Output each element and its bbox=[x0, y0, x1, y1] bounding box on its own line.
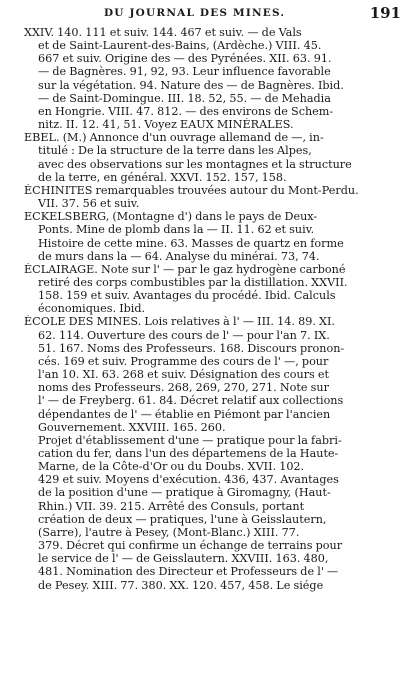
text-line: noms des Professeurs. 268, 269, 270, 271. Note sur bbox=[38, 381, 329, 395]
text-line: cation du fer, dans l'un des départemens de la Haute- bbox=[38, 447, 339, 460]
text-line: le service de l' — de Geisslautern. XXVIII. 163. 480, bbox=[38, 552, 329, 566]
text-line: — de Saint-Domingue. III. 18. 52, 55. — de Mehadia bbox=[38, 91, 331, 105]
text-line: VII. 37. 56 et suiv. bbox=[38, 197, 140, 211]
text-line: 667 et suiv. Origine des — des Pyrénées. XII. 63. 91. bbox=[38, 52, 332, 66]
text-line: 379. Décret qui confirme un échange de terrains pour bbox=[38, 539, 343, 553]
text-line: retiré des corps combustibles par la distillation. XXVII. bbox=[38, 275, 348, 289]
text-line: Marne, de la Côte-d'Or ou du Doubs. XVII. 102. bbox=[38, 460, 305, 474]
text-line: de la terre, en général. XXVI. 152. 157, 158. bbox=[38, 170, 287, 184]
text-line: (Sarre), l'autre à Pesey, (Mont-Blanc.) XIII. 77. bbox=[38, 525, 300, 539]
index-entries bbox=[24, 26, 407, 592]
text-line: l' — de Freyberg. 61. 84. Décret relatif aux collections bbox=[38, 394, 344, 408]
text-line: et de Saint-Laurent-des-Bains, (Ardèche.) VIII. 45. bbox=[38, 39, 322, 53]
text-line: titulé : De la structure de la terre dans les Alpes, bbox=[38, 144, 312, 158]
index-entry-heading-line: ÉCLAIRAGE. Note sur l' — par le gaz hydrogène carboné bbox=[24, 262, 346, 276]
text-line: 62. 114. Ouverture des cours de l' — pour l'an 7. IX. bbox=[38, 328, 330, 342]
text-line: 481. Nomination des Directeur et Professeurs de l' — bbox=[38, 565, 339, 579]
text-line: sur la végétation. 94. Nature des — de Bagnères. Ibid. bbox=[38, 78, 344, 92]
text-line: Rhin.) VII. 39. 215. Arrêté des Consuls, portant bbox=[38, 499, 305, 513]
index-entry-heading-line: ÉCHINITES remarquables trouvées autour du Mont-Perdu. bbox=[24, 183, 359, 197]
text-line: 158. 159 et suiv. Avantages du procédé. Ibid. Calculs bbox=[38, 289, 336, 303]
index-entry-heading-line: ÉCOLE DES MINES. Lois relatives à l' — III. 14. 89. XI. bbox=[24, 315, 335, 329]
text-line: en Hongrie. VIII. 47. 812. — des environs de Schem- bbox=[38, 104, 334, 118]
text-line: XXIV. 140. 111 et suiv. 144. 467 et suiv. — de Vals bbox=[24, 26, 302, 39]
text-line: avec des observations sur les montagnes et la structure bbox=[38, 157, 352, 171]
running-head-title: DU JOURNAL DES MINES. bbox=[104, 7, 286, 19]
text-line: dépendantes de l' — établie en Piémont par l'ancien bbox=[38, 407, 331, 421]
index-entry-heading-line: ECKELSBERG, (Montagne d') dans le pays de Deux- bbox=[24, 210, 318, 224]
text-line: Gouvernement. XXVIII. 165. 260. bbox=[38, 420, 226, 434]
page-number: 191 bbox=[369, 4, 401, 22]
text-line: création de deux — pratiques, l'une à Geisslautern, bbox=[38, 512, 327, 526]
text-line: Ponts. Mine de plomb dans la — II. 11. 62 et suiv. bbox=[38, 223, 315, 237]
text-line: nitz. II. 12. 41, 51. Voyez EAUX MINÉRALES. bbox=[38, 118, 294, 132]
text-line: 429 et suiv. Moyens d'exécution. 436, 437. Avantages bbox=[38, 473, 339, 487]
text-line: — de Bagnères. 91, 92, 93. Leur influence favorable bbox=[38, 65, 331, 79]
text-line: 51. 167. Noms des Professeurs. 168. Discours pronon- bbox=[38, 341, 345, 355]
text-line: économiques. Ibid. bbox=[38, 302, 146, 316]
text-line: l'an 10. XI. 63. 268 et suiv. Désignation des cours et bbox=[38, 368, 330, 382]
text-line: Histoire de cette mine. 63. Masses de quartz en forme bbox=[38, 236, 344, 250]
text-line: de la position d'une — pratique à Giromagny, (Haut- bbox=[38, 486, 331, 500]
text-line: cés. 169 et suiv. Programme des cours de l' —, pour bbox=[38, 354, 329, 368]
running-head bbox=[24, 0, 407, 24]
index-entry-heading-line: EBEL. (M.) Annonce d'un ouvrage allemand de —, in- bbox=[24, 131, 324, 145]
text-line: de Pesey. XIII. 77. 380. XX. 120. 457, 458. Le siége bbox=[38, 578, 324, 592]
text-line: de murs dans la — 64. Analyse du minérai. 73, 74. bbox=[38, 249, 320, 263]
text-line: Projet d'établissement d'une — pratique pour la fabri- bbox=[38, 433, 342, 447]
